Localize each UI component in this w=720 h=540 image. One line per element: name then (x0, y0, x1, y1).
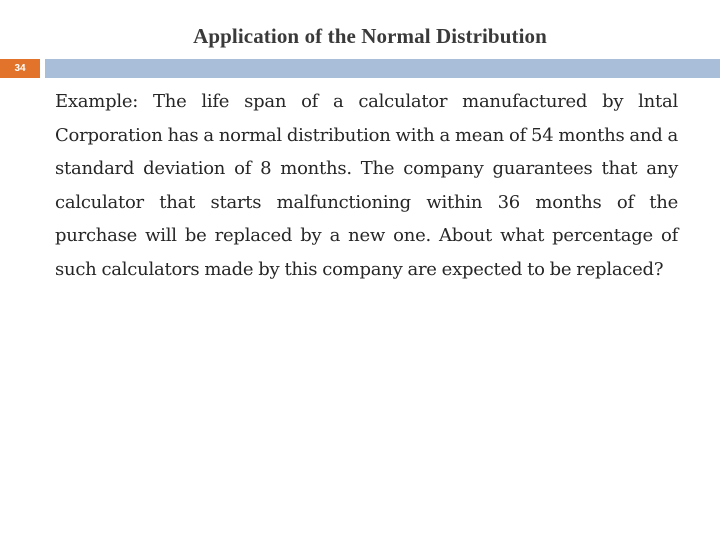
example-text: Example: The life span of a calculator manufactured by lntal Corporation has a normal distribution with a mean of 54 months and a standard deviation of 8 months. The company guarantees that any calculator that starts malfunctioning within 36 months of the purchase will be replaced by a new one. About what percentage of such calculators made by this company are expected to be replaced? (55, 91, 678, 280)
header-bar (45, 59, 720, 78)
slide-number: 34 (0, 59, 40, 78)
slide-title: Application of the Normal Distribution (193, 24, 547, 48)
